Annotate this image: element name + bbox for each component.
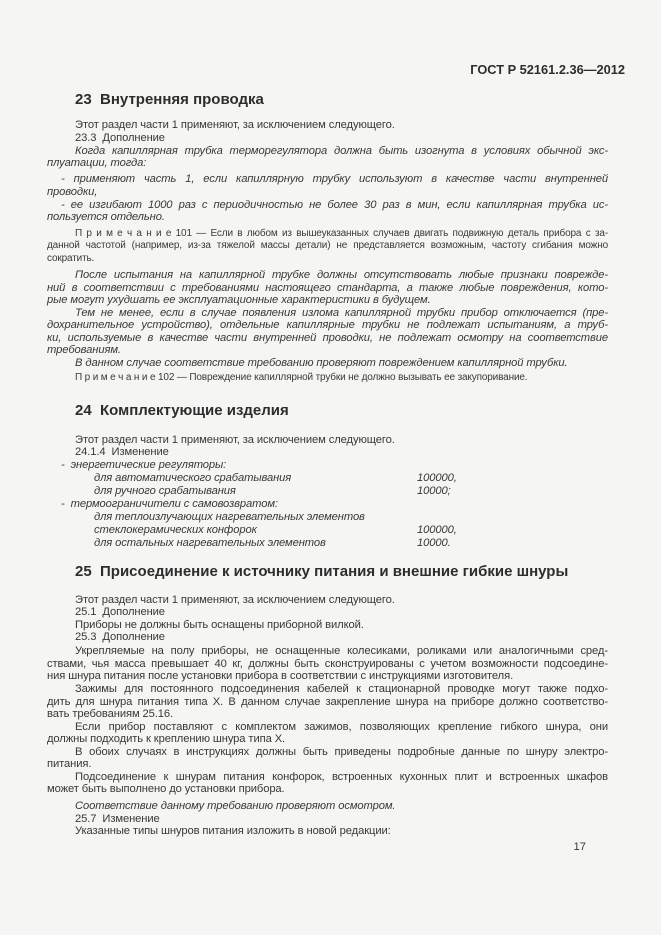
text-line: ствами, чья масса превышает 40 кг, должны быть сконструированы с учетом возможности подсоедине-	[47, 657, 608, 670]
paragraph	[47, 721, 608, 746]
text-line: Приборы не должны быть оснащены приборной вилкой.	[75, 618, 364, 631]
text-line: После испытания на капиллярной трубке должны отсутствовать любые признаки поврежде-	[75, 269, 608, 281]
text-line: В данном случае соответствие требованию проверяют повреждением капиллярной трубки.	[75, 356, 568, 369]
page-number: 17	[573, 841, 586, 853]
text-line: Подсоединение к шнурам питания конфорок, встроенных кухонных плит и встроенных шкафов	[75, 770, 608, 783]
text-line: П р и м е ч а н и е 102 — Повреждение капиллярной трубки не должно вызывать ее закупоривание.	[75, 371, 528, 383]
list-value: 10000;	[417, 484, 451, 497]
paragraph	[47, 619, 608, 632]
text-line: Тем не менее, если в случае появления излома капиллярной трубки прибор отключается (пре-	[75, 306, 608, 319]
paragraph	[47, 307, 608, 357]
text-line: дить для шнура питания типа X. В данном случае закрепление шнура на приборе должно соответство-	[47, 695, 608, 708]
paragraph	[47, 813, 608, 826]
paragraph	[47, 825, 608, 838]
text-line: 25.7 Изменение	[75, 812, 160, 825]
text-line: Соответствие данному требованию проверяют осмотром.	[75, 800, 396, 812]
paragraph	[47, 357, 608, 370]
paragraph	[47, 199, 608, 224]
text-line: данной частотой (например, из-за тяжелой массы детали) не представляется возможным, частоту сгибания можно	[47, 240, 608, 252]
text-line: для ручного срабатывания 10000;	[94, 484, 451, 497]
paragraph	[47, 606, 608, 619]
value-list	[47, 459, 608, 550]
text-line: Зажимы для постоянного подсоединения кабелей к стационарной проводке могут также подхо-	[75, 683, 608, 695]
text-line: плуатации, тогда:	[47, 157, 147, 169]
text-line: пользуется отдельно.	[47, 211, 165, 223]
text-line: 23.3 Дополнение	[75, 132, 165, 144]
paragraph	[47, 434, 608, 447]
text-line: для теплоизлучающих нагревательных элементов	[94, 510, 365, 523]
text-line: требованиям.	[47, 344, 121, 356]
paragraph	[47, 800, 608, 813]
text-line: 25.3 Дополнение	[75, 631, 165, 643]
text-line: - ее изгибают 1000 раз с периодичностью не более 30 раз в мин, если капиллярная трубка ис-	[61, 198, 608, 211]
paragraph	[47, 594, 608, 607]
list-value: 10000.	[417, 536, 451, 549]
text-line: Укрепляемые на полу приборы, не оснащенные колесиками, роликами или аналогичными сред-	[75, 645, 608, 657]
text-line: Указанные типы шнуров питания изложить в новой редакции:	[75, 825, 391, 837]
section-heading: 24 Комплектующие изделия	[75, 401, 289, 419]
text-line: Этот раздел части 1 применяют, за исключением следующего.	[75, 118, 395, 131]
text-line: сократить.	[47, 253, 95, 265]
section-heading: 23 Внутренняя проводка	[75, 91, 264, 108]
list-value: 100000,	[417, 471, 457, 484]
paragraph	[47, 631, 608, 644]
text-line: - применяют часть 1, если капиллярную трубку используют в качестве части внутренней	[61, 173, 608, 185]
paragraph	[47, 446, 608, 459]
text-line: для остальных нагревательных элементов 10000.	[94, 536, 451, 549]
text-line: ния шнура питания после установки прибора в соответствии с инструкциями изготовителя.	[47, 670, 514, 682]
paragraph	[47, 746, 608, 771]
paragraph	[47, 645, 608, 683]
text-line: 25.1 Дополнение	[75, 606, 165, 618]
text-line: для автоматического срабатывания 100000,	[94, 471, 457, 484]
paragraph	[47, 132, 608, 145]
text-line: 24.1.4 Изменение	[75, 446, 169, 458]
text-line: дохранительное устройство), отдельные капиллярные трубки не подлежат испытаниям, а труб-	[47, 319, 608, 331]
paragraph	[47, 771, 608, 796]
text-line: питания.	[47, 758, 92, 770]
paragraph	[47, 119, 608, 132]
text-line: Этот раздел части 1 применяют, за исключением следующего.	[75, 433, 395, 446]
text-line: рые могут ухудшать ее эксплуатационные характеристики в будущем.	[47, 294, 431, 306]
text-line: - энергетические регуляторы:	[61, 458, 227, 471]
text-line: П р и м е ч а н и е 101 — Если в любом из вышеуказанных случаев двигать подвижную деталь прибора с за-	[75, 227, 608, 239]
text-line: вать требованиям 25.16.	[47, 708, 174, 720]
text-line: должны подходить к креплению шнура типа X.	[47, 733, 286, 745]
doc-code: ГОСТ Р 52161.2.36—2012	[470, 62, 625, 77]
text-line: может быть выполнено до установки прибора.	[47, 783, 285, 795]
text-line: Этот раздел части 1 применяют, за исключением следующего.	[75, 593, 395, 606]
note-paragraph	[47, 228, 608, 266]
text-line: проводки,	[47, 185, 98, 198]
note-paragraph	[47, 372, 608, 385]
text-line: ки, используемые в качестве части внутренней проводки, не подлежат осмотру на соответствие	[47, 331, 608, 344]
text-line: ний в соответствии с требованиями настоящего стандарта, а также любые повреждения, кото-	[47, 281, 608, 294]
text-line: В обоих случаях в инструкциях должны быть приведены подробные данные по шнуру электро-	[75, 745, 608, 758]
text-line: Когда капиллярная трубка терморегулятора должна быть изогнута в условиях обычной экс-	[75, 144, 608, 157]
list-value: 100000,	[417, 523, 457, 536]
text-line: - термоограничители с самовозвратом:	[61, 497, 278, 510]
text-line: стеклокерамических конфорок 100000,	[94, 523, 457, 536]
paragraph	[47, 173, 608, 198]
section-heading: 25 Присоединение к источнику питания и внешние гибкие шнуры	[75, 562, 569, 580]
paragraph	[47, 683, 608, 721]
paragraph	[47, 269, 608, 307]
paragraph	[47, 145, 608, 170]
text-line: Если прибор поставляют с комплектом зажимов, позволяющих крепление гибкого шнура, они	[75, 720, 608, 733]
